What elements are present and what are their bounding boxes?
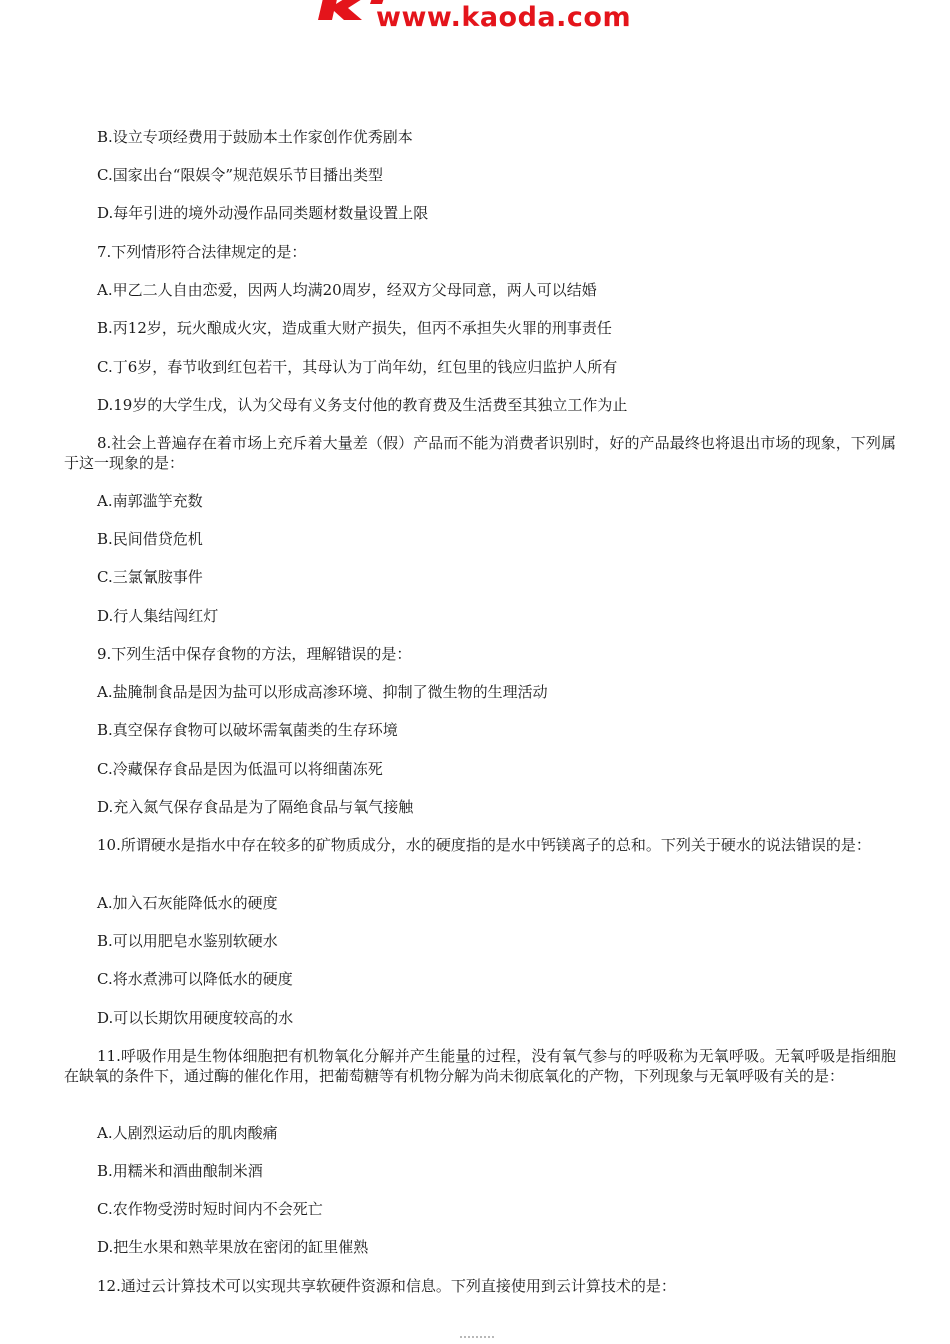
question-stem: 12.通过云计算技术可以实现共享软硬件资源和信息。下列直接使用到云计算技术的是： — [97, 1277, 676, 1295]
option-text: A.人剧烈运动后的肌肉酸痛 — [97, 1124, 278, 1142]
option-text: A.加入石灰能降低水的硬度 — [97, 894, 278, 912]
option-text: C.国家出台“限娱令”规范娱乐节目播出类型 — [97, 166, 384, 184]
site-url[interactable]: www.kaoda.com — [376, 2, 632, 33]
footer-divider — [460, 1336, 496, 1338]
option-text: D.19岁的大学生戊，认为父母有义务支付他的教育费及生活费至其独立工作为止 — [97, 396, 628, 414]
option-text: D.充入氮气保存食品是为了隔绝食品与氧气接触 — [97, 798, 414, 816]
option-text: D.行人集结闯红灯 — [97, 607, 219, 625]
option-text: C.将水煮沸可以降低水的硬度 — [97, 970, 293, 988]
option-text: D.每年引进的境外动漫作品同类题材数量设置上限 — [97, 204, 429, 222]
question-stem: 10.所谓硬水是指水中存在较多的矿物质成分，水的硬度指的是水中钙镁离子的总和。下列关于硬水的说法错误的是： — [97, 836, 871, 854]
option-text: A.甲乙二人自由恋爱，因两人均满20周岁，经双方父母同意，两人可以结婚 — [97, 281, 597, 299]
question-stem: 11.呼吸作用是生物体细胞把有机物氧化分解并产生能量的过程，没有氧气参与的呼吸称为无氧呼吸。无氧呼吸是指细胞在缺氧的条件下，通过酶的催化作用，把葡萄糖等有机物分解为尚未彻底氧化的产物，下列现象与无氧呼吸有关的是： — [64, 1047, 896, 1085]
option-text: C.丁6岁，春节收到红包若干，其母认为丁尚年幼，红包里的钱应归监护人所有 — [97, 358, 618, 376]
option-text: C.农作物受涝时短时间内不会死亡 — [97, 1200, 323, 1218]
option-text: B.用糯米和酒曲酿制米酒 — [97, 1162, 263, 1180]
option-text: B.民间借贷危机 — [97, 530, 203, 548]
option-text: A.盐腌制食品是因为盐可以形成高渗环境、抑制了微生物的生理活动 — [97, 683, 548, 701]
option-text: D.可以长期饮用硬度较高的水 — [97, 1009, 294, 1027]
option-text: A.南郭滥竽充数 — [97, 492, 203, 510]
question-stem: 9.下列生活中保存食物的方法，理解错误的是： — [97, 645, 412, 663]
option-text: B.设立专项经费用于鼓励本土作家创作优秀剧本 — [97, 128, 413, 146]
question-stem: 8.社会上普遍存在着市场上充斥着大量差（假）产品而不能为消费者识别时，好的产品最终也将退出市场的现象，下列属于这一现象的是： — [64, 434, 896, 472]
option-text: B.真空保存食物可以破坏需氧菌类的生存环境 — [97, 721, 398, 739]
question-stem: 7.下列情形符合法律规定的是： — [97, 243, 307, 261]
option-text: C.三氯氰胺事件 — [97, 568, 203, 586]
option-text: B.丙12岁，玩火酿成火灾，造成重大财产损失，但丙不承担失火罪的刑事责任 — [97, 319, 612, 337]
option-text: C.冷藏保存食品是因为低温可以将细菌冻死 — [97, 760, 383, 778]
option-text: D.把生水果和熟苹果放在密闭的缸里催熟 — [97, 1238, 369, 1256]
option-text: B.可以用肥皂水鉴别软硬水 — [97, 932, 278, 950]
